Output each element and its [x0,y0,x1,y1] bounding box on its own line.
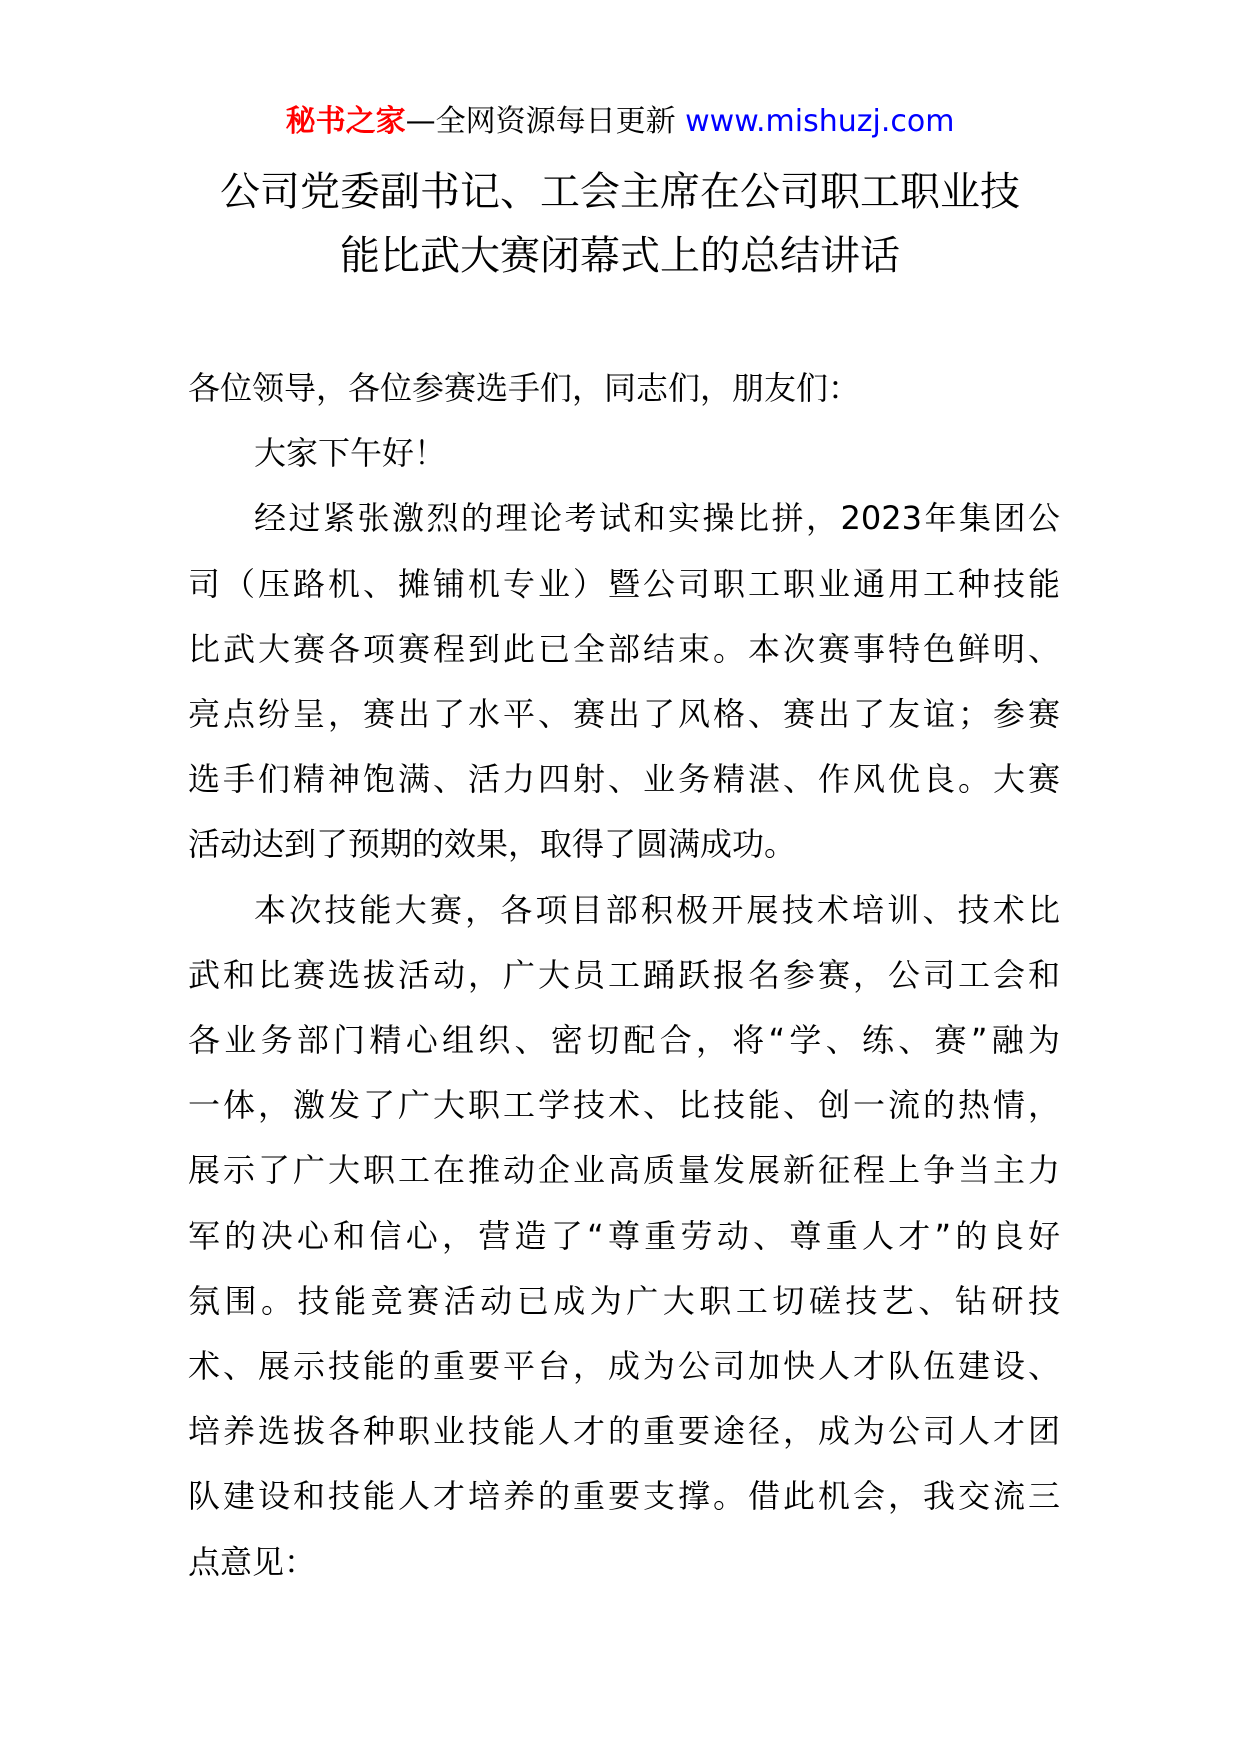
paragraph-2 [188,878,1060,1595]
paragraph-1 [188,486,1060,877]
paragraph-line: 活动达到了预期的效果，取得了圆满成功。 [188,825,797,864]
paragraph-line: 各业务部门精心组织、密切配合，将“学、练、赛”融为 [188,1021,1060,1060]
title-line: 能比武大赛闭幕式上的总结讲话 [340,233,900,279]
site-brand: 秘书之家 [285,104,406,139]
paragraph-line: 武和比赛选拔活动，广大员工踊跃报名参赛，公司工会和 [188,955,1060,994]
paragraph-line: 经过紧张激烈的理论考试和实操比拼，2023年集团公 [254,499,1060,538]
paragraph-line: 选手们精神饱满、活力四射、业务精湛、作风优良。大赛 [188,760,1060,799]
title-line: 公司党委副书记、工会主席在公司职工职业技 [220,169,1020,215]
site-header [0,100,1240,144]
salutation-text: 各位领导，各位参赛选手们，同志们，朋友们： [188,369,861,407]
paragraph-line: 培养选拔各种职业技能人才的重要途径，成为公司人才团 [188,1412,1060,1451]
paragraph-line: 术、展示技能的重要平台，成为公司加快人才队伍建设、 [188,1347,1060,1386]
paragraph-line: 展示了广大职工在推动企业高质量发展新征程上争当主力 [188,1151,1060,1190]
site-tagline: —全网资源每日更新 [405,104,676,139]
document-body [188,356,1060,1595]
paragraph-line: 比武大赛各项赛程到此已全部结束。本次赛事特色鲜明、 [188,629,1060,668]
salutation [188,356,1060,421]
paragraph-line: 氛围。技能竞赛活动已成为广大职工切磋技艺、钻研技 [188,1281,1060,1320]
paragraph-line: 本次技能大赛，各项目部积极开展技术培训、技术比 [254,890,1060,929]
paragraph-line: 司（压路机、摊铺机专业）暨公司职工职业通用工种技能 [188,564,1060,603]
paragraph-line: 一体，激发了广大职工学技术、比技能、创一流的热情， [188,1086,1060,1125]
document-title [150,160,1090,288]
paragraph-line: 点意见： [188,1542,317,1581]
site-url[interactable]: www.mishuzj.com [685,104,955,139]
paragraph-line: 队建设和技能人才培养的重要支撑。借此机会，我交流三 [188,1477,1060,1516]
paragraph-line: 军的决心和信心，营造了“尊重劳动、尊重人才”的良好 [188,1216,1060,1255]
paragraph-line: 亮点纷呈，赛出了水平、赛出了风格、赛出了友谊；参赛 [188,695,1060,734]
greeting-text: 大家下午好！ [254,434,447,473]
greeting [188,421,1060,486]
